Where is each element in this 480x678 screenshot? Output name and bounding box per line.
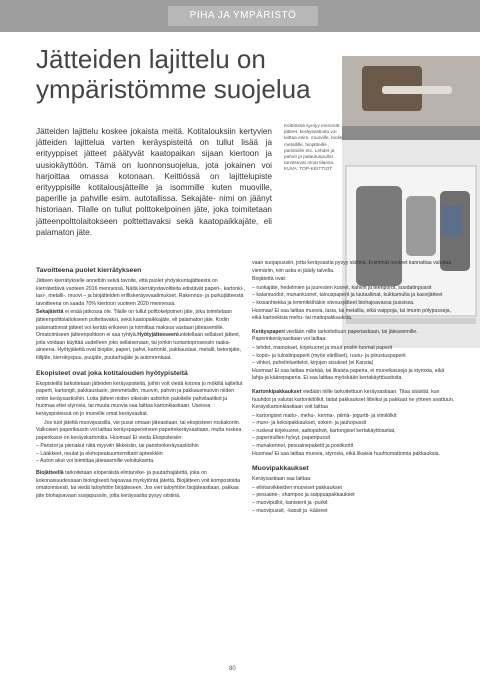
list-item: – muro- ja keksipakkaukset, sokeri- ja jauhopussit	[252, 420, 457, 428]
paragraph: vaan suojapussiin, jotta keräysastia pysyy siistinä. Enimmät nesteet kannattaa valuttaa viemäriin, niin astia ei jäädy talvella.	[252, 260, 452, 274]
column-right	[252, 260, 457, 515]
list-item: – kalanruodot, munankuoret, talouspaperit ja lautasliinat, kukkamulta ja kasvijätteet	[252, 292, 457, 300]
paragraph	[36, 309, 246, 362]
list-item: – kopio- ja tulostinpaperit (myös värilliset), ruutu- ja piirustuspaperit	[252, 353, 457, 361]
paragraph: Keräysastiaan saa laittaa:	[252, 476, 312, 483]
intro-paragraph: Jätteiden lajittelu koskee jokaista meitä. Kotitalouksiin kertyvien jätteiden lajittelua varten keräyspisteitä on tullut lisää ja erityyppiset jätteet päätyvät kaatopaikan sijaan kiertoon ja uusiokäyttöön. Tämä on luonnonsuojelua, jota jokainen voi harjoittaa omassa kotonaan. Keittiössä on lajittelupiste erityyppisille kotitalousjätteille ja isommille kuten muoville, paperille ja pahville esim. autotallissa. Sekajäte- nimi on jäänyt historiaan. Tilalle on tullut polttokelpoinen jäte, joka toimitetaan jätteenpolttolaitokseen polttettavaksi sekä kaatopaikkajäte, eli palamaton jäte.	[36, 127, 272, 237]
paragraph: Ekopisteillä tarkoitetaan jätteiden keräyspisteitä, joihin voit viedä kotona jo mökillä lajitellut paperit, kartongit, pakkauslasin, pienmetallin, muovin, pahvin ja pakkausmuovin niiden omiin keräysastioihin. Loita jätteet niiden oikeisiin astioihin paloitelle pahvilaatikot ja huomaa ettei styroxia, tai muuta muovia saa laittaa kartonkiastiaan. Useissa keräyspisteissä on jo muoville omat keräysastiat.	[36, 380, 243, 417]
page-title: Jätteiden lajittelu on ympäristömme suojelua	[36, 44, 311, 104]
dash-list	[252, 345, 457, 368]
paragraph: Huomaa! Ei saa laittaa märkää, tai likaista paperia, ei muovikasseja ja styroxia, eikä lahja-ja käärepaperia. Ei saa laittaa myöskään kertakäyttöastioita.	[252, 367, 445, 382]
paragraph-text: viedään niille tarkoitettuun paperiastiaan, tai jäteasemille. Paperinkeräysastiaan voi laittaa:	[252, 328, 418, 343]
term: Keräyspaperi	[252, 328, 285, 335]
list-item: – pesuaine-, shampoo ja saippuapakkaukset	[252, 492, 457, 500]
paragraph-text: luokitellaan sellaiset jätteet, joita voidaan käyttää uudelleen joko sellaisenaan, tai jonkin tuotantoprosessin raaka-aineena. Hyötyjätettä ovat biojäte, paperi, pahvi, kartonki, pakkauslasi, metalli, betonijäte, tiilijäte, kierrätyspuu, puujäte, puutarhajäte ja autonrenkaat.	[36, 332, 242, 361]
list-item: – ruskeat kirjekuoret, aaltopahvit, kartongiset kertakäyttöastiat,	[252, 428, 457, 436]
list-item: – elintarvikkeiden muoviset pakkaukset	[252, 485, 457, 493]
term: Kartonkipakkaukset	[252, 388, 302, 395]
term: Biojätteellä	[36, 470, 64, 477]
list-item: – Auton akut voi toimittaa jäteasemille veloituksetta.	[36, 458, 246, 466]
dash-list	[36, 443, 246, 466]
list-item: – muovipullot, kanisterit ja -purkit	[252, 500, 457, 508]
heading-plastic-packaging: Muovipakkaukset	[252, 465, 309, 473]
list-item: – Paristot ja pienakut niitä myyviin liikkeisiin, tai paristonkeräysastioihin	[36, 443, 246, 451]
paragraph: Jätteen kierrätykselle annettiin selvä tavoite, että puolet yhdyskuntajätteestä on kierrätettävä vuoteen 2016 mennessä. Näitä kierrätystavoitteita edistävät paperi-, kartonki-, lasi-, metalli-, muovi – ja biojätteiden erilliskeräysvaatimukset. Rakennus- ja purkujätteestä tavoitteena on saada 70% kiertoon vuoteen 2020 mennessä.	[36, 278, 246, 307]
dash-list	[252, 485, 457, 515]
list-item: – muovipussit, -kassit ja -kääreet	[252, 508, 457, 516]
term: Hyötyjätteeseen	[137, 332, 178, 339]
heading-ecopoints: Ekopisteet ovat joka kotitalouden hyötypisteitä	[36, 369, 188, 377]
page-number: 80	[229, 666, 236, 672]
paragraph: Huomaa! Ei saa laittaa muovia, lasia, tai metallia, eikä vaippoja, tai imurin pölypusseja, eikä kartonkisia mehu- tai maitopakkauksia.	[252, 307, 451, 322]
paragraph: Jos tuot jätettä muovipussilla, vie pussi omaan jäteastiaan, tai ekopisteen roskakoriin. Valkoisen paperikassin voi laittaa keräyspapereineen paperinkeräysastiaan, mutta ruskea paperikassi on keräyskartonkia. Huomaa! Ei vieda Ekopisteisiin:	[36, 419, 242, 441]
paragraph	[252, 389, 457, 412]
list-item: – ruokajäte, hedelmien ja juuresten kuoret, kahvin ja teenporot, suodatinpussit	[252, 285, 457, 293]
list-item: – munakennot, pesuainepaketit ja postikortit	[252, 443, 457, 451]
term: Sekajätettä	[36, 309, 64, 316]
photo-caption: Keittiössä syntyy enimmät jätteet, keräysastioita voi laittaa esim. muoville, biolle, metallille, biojätteille , paristoille etc. Lehdet ja pahvit ja palautuspullot tarvitsevat omat tilansa. KUVA: TOP-KEITTIOT	[284, 124, 344, 173]
paragraph-text: viedään niille tarkoitettuun keräysastiaan. Tilaa säästät, kun huuhdot ja valutat kartonkitölkit, taitat pakkaukset litteiksi ja pakkaat ne yhteen avattuun. Keräyskartonkiastiaan voit laittaa	[252, 388, 455, 411]
paragraph-text: ei enää jatkossa ole. Tilalle on tullut polttokelpoinen jäte, joka toimitetaan jätteenpolttolaitokseen poltettavaksi, sekä kaatopaikkajäte, eli palamaton jäte. Kodin palamattomat jätteet voi kerätä erikseen ja toimittaa maksua vastaan jäteasemille. Omatoimiseen jätteenpolttoon ei saa ryhtyä.	[36, 309, 232, 339]
column-left	[36, 260, 246, 501]
list-item: – Lääkkeet, neulat ja elohopeakuumemittarit apteekkiin	[36, 451, 246, 459]
section-tab: PIHA JA YMPÄRISTÖ	[168, 6, 318, 26]
list-item: – vihkot, puhelinluettelot, kirjojen sisukset (ei Kansia)	[252, 360, 457, 368]
paragraph	[36, 470, 246, 500]
paragraph: Huomaa! Ei saa laittaa muovia, styroxia, eikä likaisia huuhtomattomia pakkauksia.	[252, 450, 440, 457]
paragraph: Biojätettä ovat:	[252, 276, 287, 283]
paragraph-text: tarkoitetaan eloperäistä elintarvike- ja puutarhajätettä, joka on kokonaisuudessaan biologisesti hajoavaa myrkytöntä jätettä. Biojätteen voit kompostoida omatoimisesti, tai viedä taloyhtiön biojäteseen. Jos viet taloyhtiön biojäteastiaan, pakkaa jäte biohajoavaan suojapussiin, jotta keräysastia pysyy siistinä.	[36, 470, 241, 499]
list-item: – kissanhiekka ja lemmikkihäkin siivousjätteet biohajoavassa pussissa.	[252, 300, 457, 308]
dash-list	[252, 413, 457, 451]
list-item: – lehdet, mainokset, kirjekuoret ja muut postin tuomat paperit	[252, 345, 457, 353]
list-item: – kartongiset maito-, mehu-, kerma-, piimä- jogurtti- ja viinitölkit	[252, 413, 457, 421]
paragraph	[252, 329, 457, 344]
dash-list	[252, 285, 457, 308]
list-item: – paperirullien hylsyt, paperipussit	[252, 435, 457, 443]
heading-recycling-goal: Tavoitteena puolet kierrätykseen	[36, 267, 142, 274]
